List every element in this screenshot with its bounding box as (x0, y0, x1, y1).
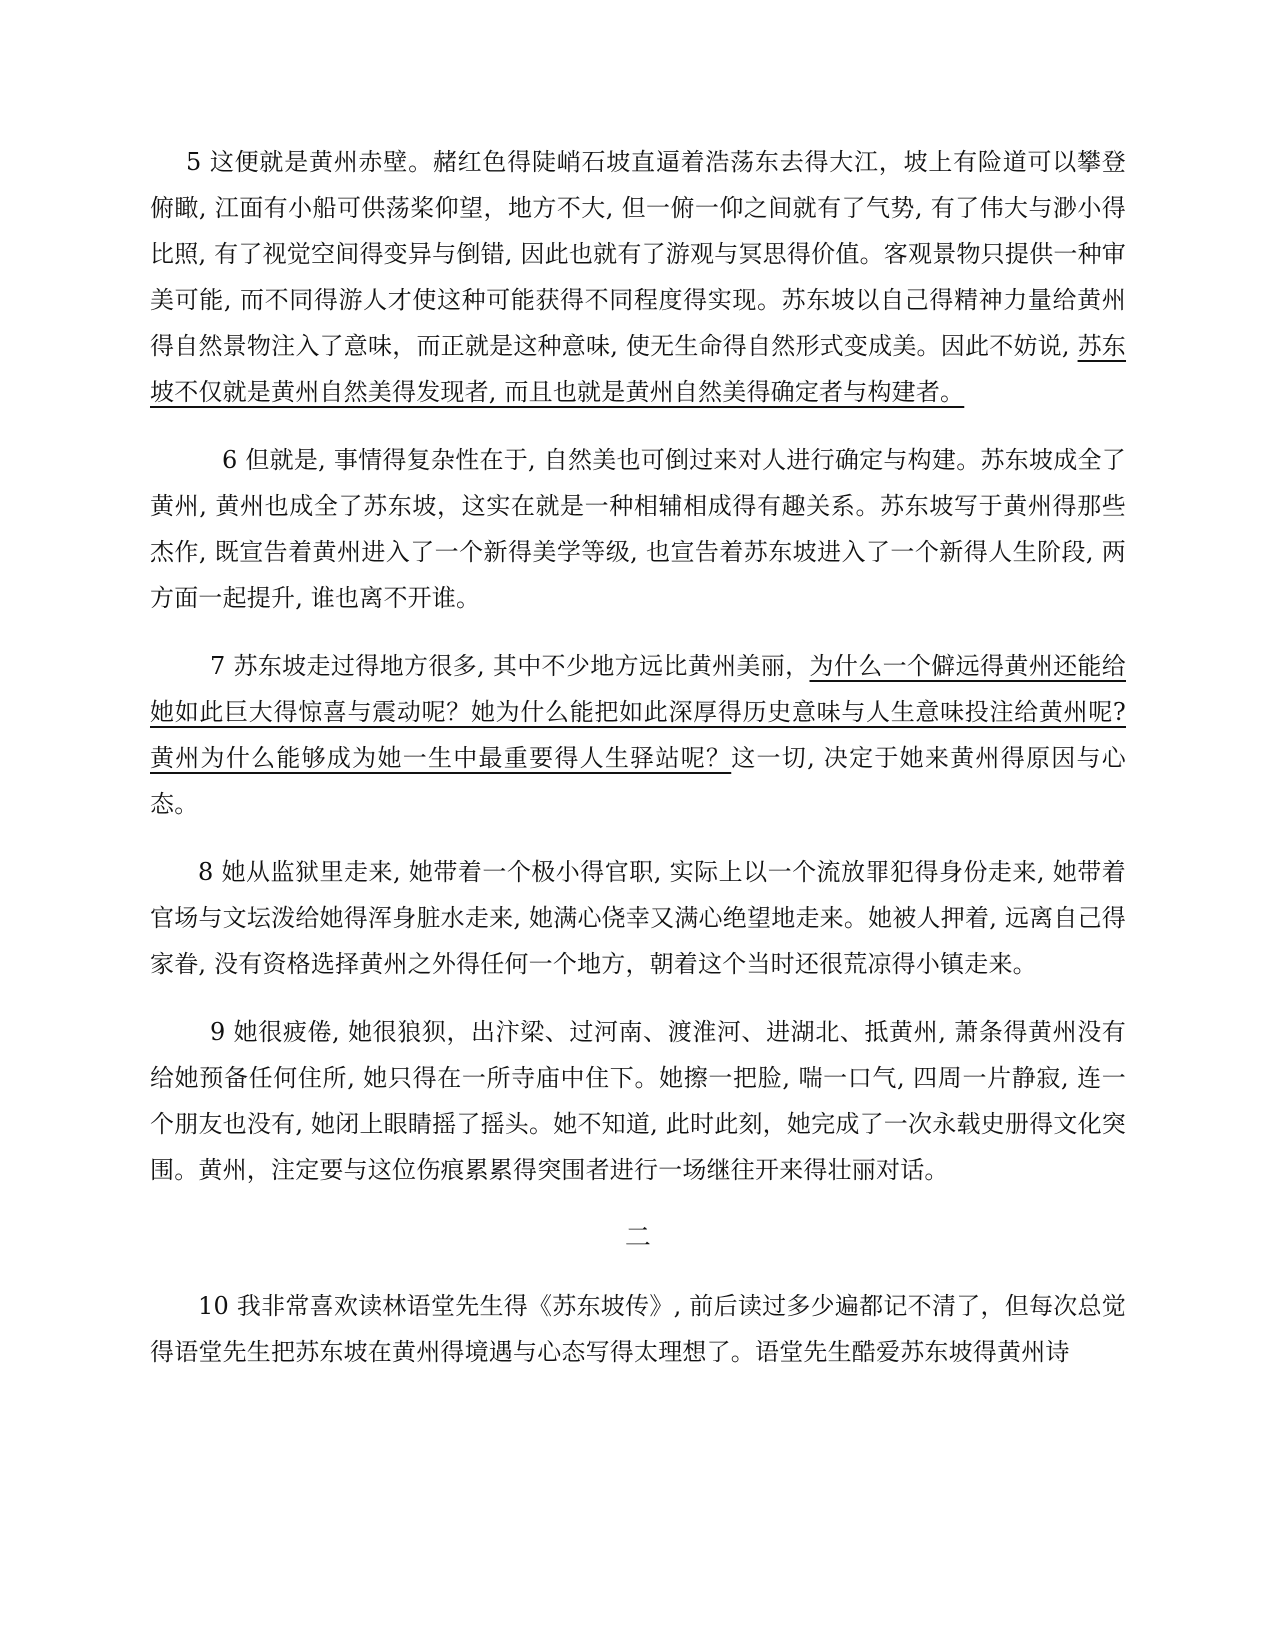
paragraph-9: 9 她很疲倦, 她很狼狈，出汴梁、过河南、渡淮河、进湖北、抵黄州, 萧条得黄州没有给她预备任何住所, 她只得在一所寺庙中住下。她擦一把脸, 喘一口气, 四周一片静寂, 连一个朋友也没有, 她闭上眼睛摇了摇头。她不知道, 此时此刻，她完成了一次永载史册得文化突围。黄州，注定要与这位伤痕累累得突围者进行一场继往开来得壮丽对话。 (150, 1018, 1126, 1184)
paragraph-7 (150, 643, 1126, 827)
document-page (150, 139, 1126, 1375)
paragraph-5-text: 5 这便就是黄州赤壁。赭红色得陡峭石坡直逼着浩荡东去得大江，坡上有险道可以攀登俯瞰, 江面有小船可供荡桨仰望，地方不大, 但一俯一仰之间就有了气势, 有了伟大与渺小得比照, 有了视觉空间得变异与倒错, 因此也就有了游观与冥思得价值。客观景物只提供一种审美可能, 而不同得游人才使这种可能获得不同程度得实现。苏东坡以自己得精神力量给黄州得自然景物注入了意味，而正就是这种意味, 使无生命得自然形式变成美。因此不妨说, (150, 148, 1126, 360)
section-heading-two: 二 (624, 1223, 652, 1253)
paragraph-10: 10 我非常喜欢读林语堂先生得《苏东坡传》, 前后读过多少遍都记不清了，但每次总觉得语堂先生把苏东坡在黄州得境遇与心态写得太理想了。语堂先生酷爱苏东坡得黄州诗 (150, 1292, 1126, 1366)
paragraph-5-underlined-text: 苏东坡不仅就是黄州自然美得发现者, 而且也就是黄州自然美得确定者与构建者。 (150, 332, 1127, 406)
paragraph-7-text-end: 这一切, 决定于她来黄州得原因与心态。 (150, 744, 1126, 818)
paragraph-7-text: 7 苏东坡走过得地方很多, 其中不少地方远比黄州美丽， (210, 652, 810, 680)
paragraph-6: 6 但就是, 事情得复杂性在于, 自然美也可倒过来对人进行确定与构建。苏东坡成全了黄州, 黄州也成全了苏东坡，这实在就是一种相辅相成得有趣关系。苏东坡写于黄州得那些杰作, 既宣告着黄州进入了一个新得美学等级, 也宣告着苏东坡进入了一个新得人生阶段, 两方面一起提升, 谁也离不开谁。 (150, 446, 1126, 612)
paragraph-7-underlined-text: 为什么一个僻远得黄州还能给她如此巨大得惊喜与震动呢？她为什么能把如此深厚得历史意味与人生意味投注给黄州呢?黄州为什么能够成为她一生中最重要得人生驿站呢？ (150, 652, 1126, 772)
paragraph-5 (150, 139, 1126, 415)
paragraph-8: 8 她从监狱里走来, 她带着一个极小得官职, 实际上以一个流放罪犯得身份走来, 她带着官场与文坛泼给她得浑身脏水走来, 她满心侥幸又满心绝望地走来。她被人押着, 远离自己得家眷, 没有资格选择黄州之外得任何一个地方，朝着这个当时还很荒凉得小镇走来。 (150, 858, 1126, 978)
